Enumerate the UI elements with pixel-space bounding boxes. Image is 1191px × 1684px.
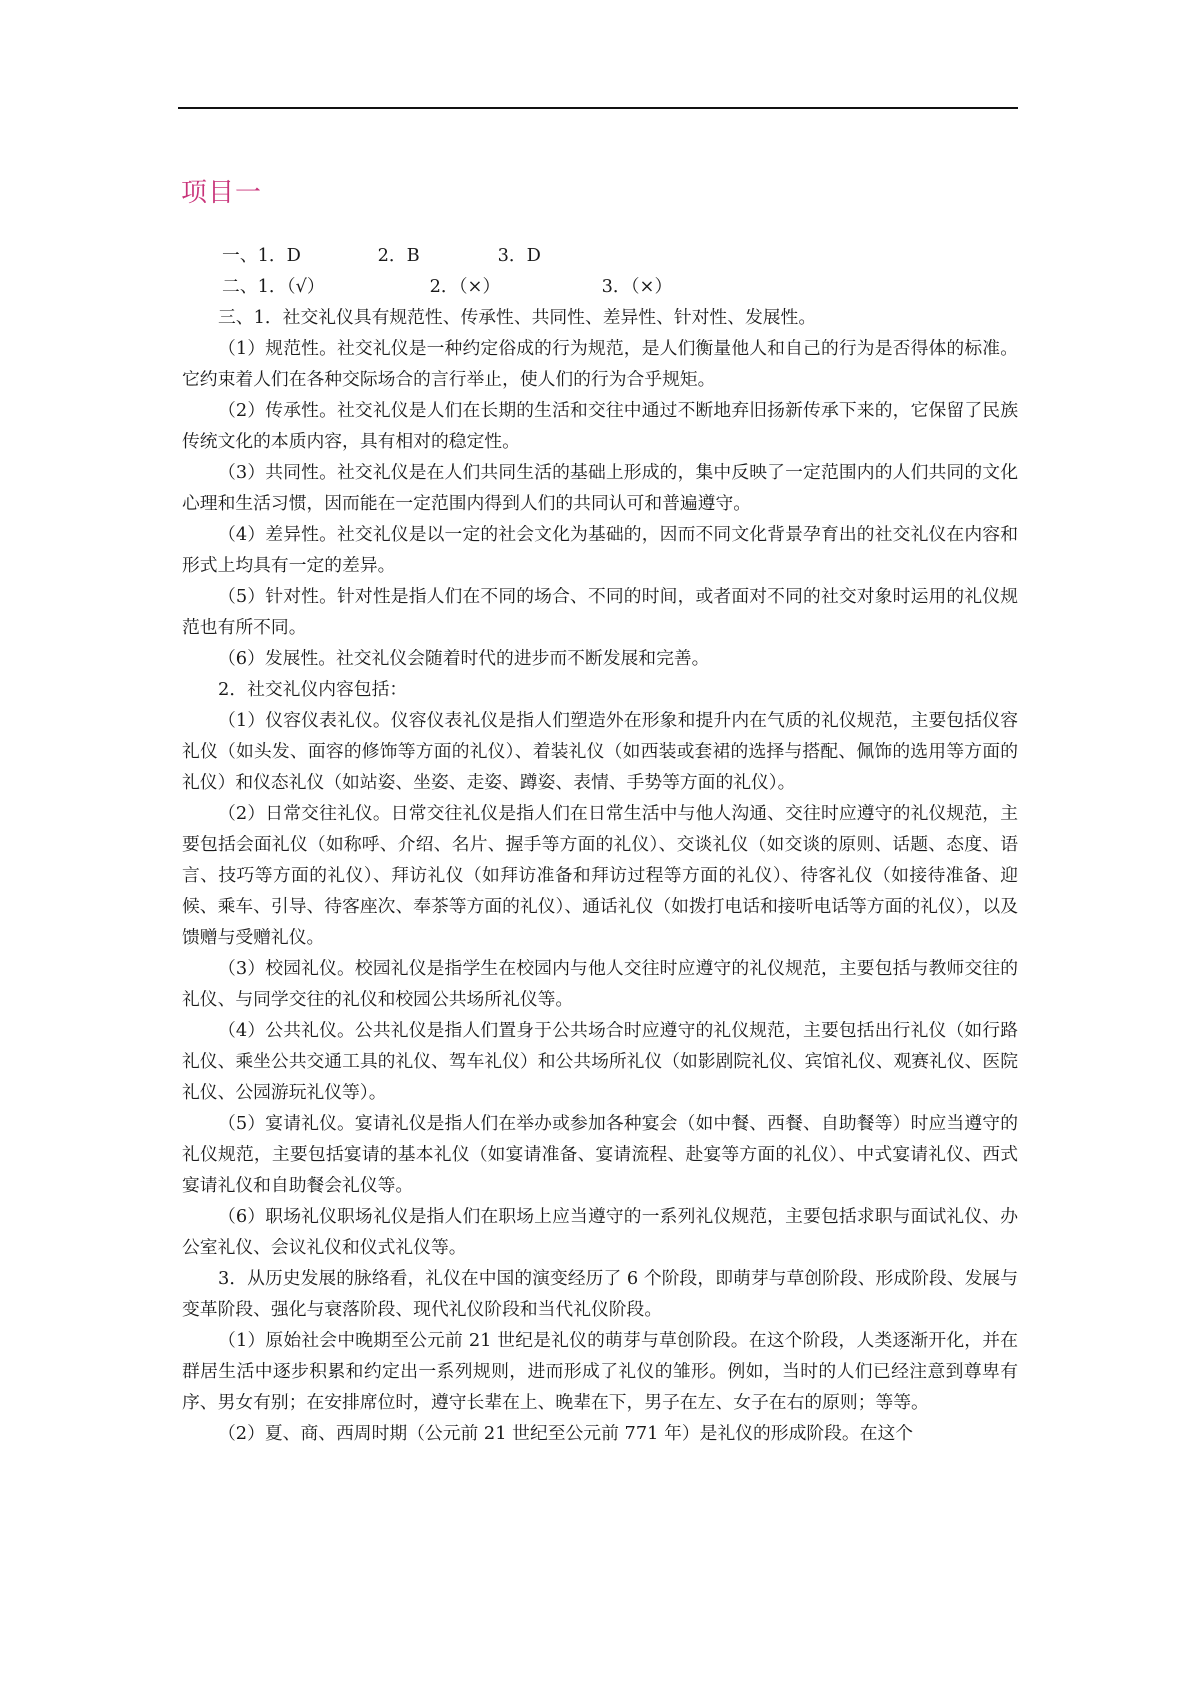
paragraph: （2）日常交往礼仪。日常交往礼仪是指人们在日常生活中与他人沟通、交往时应遵守的礼仪规范，主要包括会面礼仪（如称呼、介绍、名片、握手等方面的礼仪）、交谈礼仪（如交谈的原则、话题、态度、语言、技巧等方面的礼仪）、拜访礼仪（如拜访准备和拜访过程等方面的礼仪）、待客礼仪（如接待准备、迎候、乘车、引导、待客座次、奉茶等方面的礼仪）、通话礼仪（如拨打电话和接听电话等方面的礼仪），以及馈赠与受赠礼仪。 (182, 803, 1018, 948)
mcq-answer: 1．D (257, 245, 301, 266)
tf-answer: 1．（√） (257, 276, 325, 297)
paragraph: （6）职场礼仪职场礼仪是指人们在职场上应当遵守的一系列礼仪规范，主要包括求职与面试礼仪、办公室礼仪、会议礼仪和仪式礼仪等。 (182, 1206, 1018, 1258)
paragraph: （1）仪容仪表礼仪。仪容仪表礼仪是指人们塑造外在形象和提升内在气质的礼仪规范，主要包括仪容礼仪（如头发、面容的修饰等方面的礼仪）、着装礼仪（如西装或套裙的选择与搭配、佩饰的选用等方面的礼仪）和仪态礼仪（如站姿、坐姿、走姿、蹲姿、表情、手势等方面的礼仪）。 (182, 710, 1018, 793)
tf-answer: 2．（×） (429, 276, 501, 297)
document-body (182, 240, 1018, 1449)
paragraph: 三、1．社交礼仪具有规范性、传承性、共同性、差异性、针对性、发展性。 (218, 307, 817, 328)
paragraph: （6）发展性。社交礼仪会随着时代的进步而不断发展和完善。 (218, 648, 710, 669)
paragraph: （3）校园礼仪。校园礼仪是指学生在校园内与他人交往时应遵守的礼仪规范，主要包括与教师交往的礼仪、与同学交往的礼仪和校园公共场所礼仪等。 (182, 958, 1018, 1010)
mcq-answer: 2．B (377, 245, 420, 266)
paragraph: （5）宴请礼仪。宴请礼仪是指人们在举办或参加各种宴会（如中餐、西餐、自助餐等）时应当遵守的礼仪规范，主要包括宴请的基本礼仪（如宴请准备、宴请流程、赴宴等方面的礼仪）、中式宴请礼仪、西式宴请礼仪和自助餐会礼仪等。 (182, 1113, 1018, 1196)
paragraph: （5）针对性。针对性是指人们在不同的场合、不同的时间，或者面对不同的社交对象时运用的礼仪规范也有所不同。 (182, 586, 1018, 638)
mcq-answer-line (182, 240, 1018, 271)
paragraph: （4）公共礼仪。公共礼仪是指人们置身于公共场合时应遵守的礼仪规范，主要包括出行礼仪（如行路礼仪、乘坐公共交通工具的礼仪、驾车礼仪）和公共场所礼仪（如影剧院礼仪、宾馆礼仪、观赛礼仪、医院礼仪、公园游玩礼仪等）。 (182, 1020, 1018, 1103)
paragraph: （4）差异性。社交礼仪是以一定的社会文化为基础的，因而不同文化背景孕育出的社交礼仪在内容和形式上均具有一定的差异。 (182, 524, 1018, 576)
header-rule (178, 107, 1018, 109)
paragraph: （1）规范性。社交礼仪是一种约定俗成的行为规范，是人们衡量他人和自己的行为是否得体的标准。它约束着人们在各种交际场合的言行举止，使人们的行为合乎规矩。 (182, 338, 1018, 390)
tf-answer-line (182, 271, 1018, 302)
mcq-prefix: 一、 (222, 245, 258, 266)
paragraph: （1）原始社会中晚期至公元前 21 世纪是礼仪的萌芽与草创阶段。在这个阶段，人类逐渐开化，并在群居生活中逐步积累和约定出一系列规则，进而形成了礼仪的雏形。例如，当时的人们已经注意到尊卑有序、男女有别；在安排席位时，遵守长辈在上、晚辈在下，男子在左、女子在右的原则；等等。 (182, 1330, 1018, 1413)
paragraph: 2．社交礼仪内容包括： (218, 679, 408, 700)
paragraph: 3．从历史发展的脉络看，礼仪在中国的演变经历了 6 个阶段，即萌芽与草创阶段、形成阶段、发展与变革阶段、强化与衰落阶段、现代礼仪阶段和当代礼仪阶段。 (182, 1268, 1018, 1320)
tf-prefix: 二、 (222, 276, 258, 297)
tf-answer: 3．（×） (601, 276, 673, 297)
section-title: 项目一 (181, 178, 263, 208)
paragraph: （2）传承性。社交礼仪是人们在长期的生活和交往中通过不断地弃旧扬新传承下来的，它保留了民族传统文化的本质内容，具有相对的稳定性。 (182, 400, 1018, 452)
mcq-answer: 3．D (497, 245, 541, 266)
paragraph: （2）夏、商、西周时期（公元前 21 世纪至公元前 771 年）是礼仪的形成阶段。在这个 (218, 1423, 914, 1444)
paragraph: （3）共同性。社交礼仪是在人们共同生活的基础上形成的，集中反映了一定范围内的人们共同的文化心理和生活习惯，因而能在一定范围内得到人们的共同认可和普遍遵守。 (182, 462, 1018, 514)
